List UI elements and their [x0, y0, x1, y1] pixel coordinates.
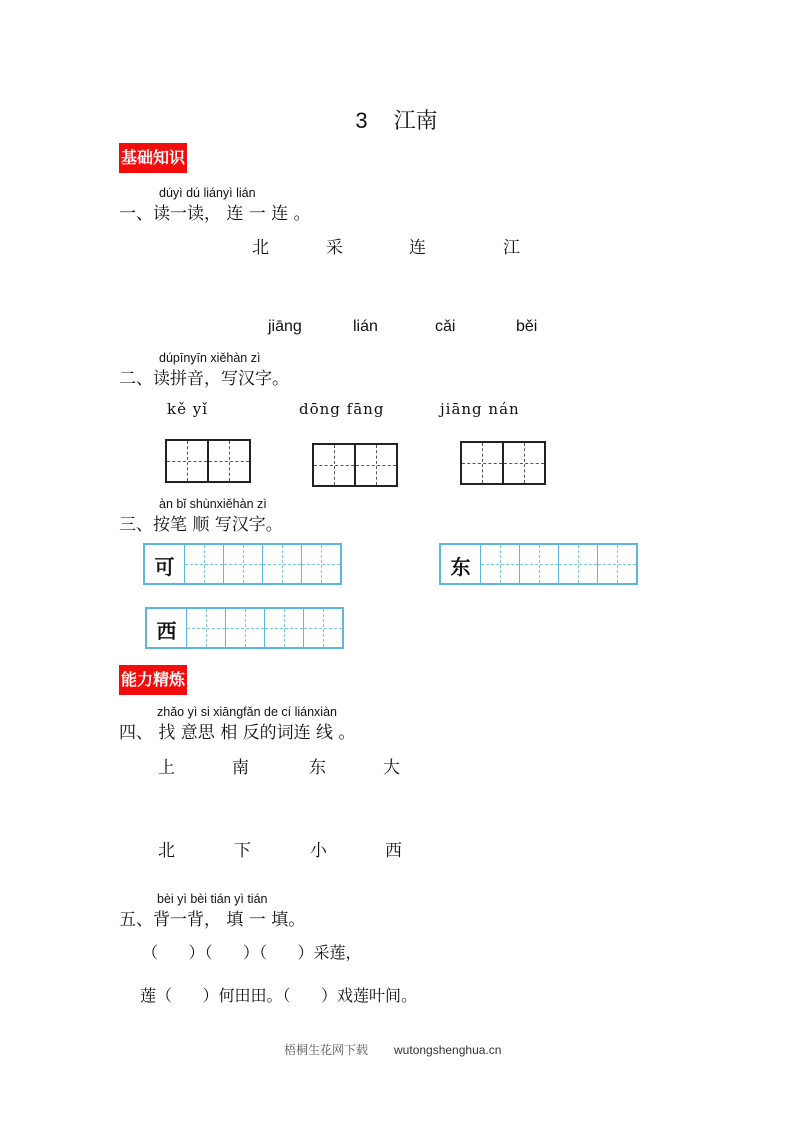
q1-char: 连 — [409, 238, 426, 258]
section-badge-basic: 基础知识 — [119, 143, 187, 173]
q1-prompt: 一、读一读， 连 一 连 。 — [119, 204, 311, 224]
page-footer — [284, 1041, 501, 1058]
footer-url: wutongshenghua.cn — [394, 1043, 502, 1057]
lesson-number: 3 — [355, 108, 368, 133]
q1-pinyin-option: jiāng — [268, 318, 302, 335]
q4-top-char: 南 — [232, 758, 249, 778]
model-char: 东 — [450, 555, 471, 579]
q1-pinyin: dúyì dú liányì lián — [159, 186, 256, 200]
model-char: 可 — [154, 555, 175, 579]
q1-char: 采 — [326, 238, 343, 258]
tianzi-grid-box[interactable] — [460, 441, 546, 485]
q4-bottom-char: 北 — [158, 841, 175, 861]
tianzi-grid-box[interactable] — [165, 439, 251, 483]
q2-word-pinyin: jiāng nán — [440, 400, 520, 418]
q1-char: 北 — [252, 238, 269, 258]
q4-bottom-char: 西 — [385, 841, 402, 861]
q2-prompt: 二、读拼音，写汉字。 — [119, 369, 289, 389]
q4-bottom-char: 下 — [234, 841, 251, 861]
q4-pinyin: zhǎo yì si xiāngfǎn de cí liánxiàn — [157, 705, 337, 719]
q2-pinyin: dúpīnyīn xiěhàn zì — [159, 351, 261, 365]
q4-top-char: 大 — [383, 758, 400, 778]
q1-pinyin-option: cǎi — [435, 318, 456, 335]
stroke-order-grid[interactable] — [145, 607, 344, 649]
q4-prompt: 四、 找 意思 相 反的词连 线 。 — [119, 723, 356, 743]
q4-top-char: 东 — [309, 758, 326, 778]
q2-word-pinyin: kě yǐ — [167, 400, 209, 418]
q5-prompt: 五、背一背， 填 一 填。 — [119, 910, 306, 930]
q3-prompt: 三、按笔 顺 写汉字。 — [119, 515, 283, 535]
q1-pinyin-option: běi — [516, 318, 538, 335]
page-title — [0, 104, 793, 135]
stroke-order-grid[interactable] — [143, 543, 342, 585]
q4-top-char: 上 — [158, 758, 175, 778]
q2-word-pinyin: dōng fāng — [299, 400, 385, 418]
q1-pinyin-option: lián — [353, 318, 378, 335]
q5-fill-line-2: 莲（ ）何田田。（ ）戏莲叶间。 — [140, 986, 418, 1005]
stroke-order-grid[interactable] — [439, 543, 638, 585]
tianzi-grid-box[interactable] — [312, 443, 398, 487]
footer-source: 梧桐生花网下载 — [284, 1043, 369, 1057]
section-badge-ability: 能力精炼 — [119, 665, 187, 695]
model-char: 西 — [156, 619, 177, 643]
q5-pinyin: bèi yì bèi tián yì tián — [157, 892, 268, 906]
q3-pinyin: àn bǐ shùnxiěhàn zì — [159, 497, 267, 511]
q4-bottom-char: 小 — [310, 841, 327, 861]
q1-char: 江 — [503, 238, 520, 258]
lesson-title: 江南 — [393, 109, 438, 134]
q5-fill-line-1: （ ）（ ）（ ）采莲， — [142, 943, 362, 962]
